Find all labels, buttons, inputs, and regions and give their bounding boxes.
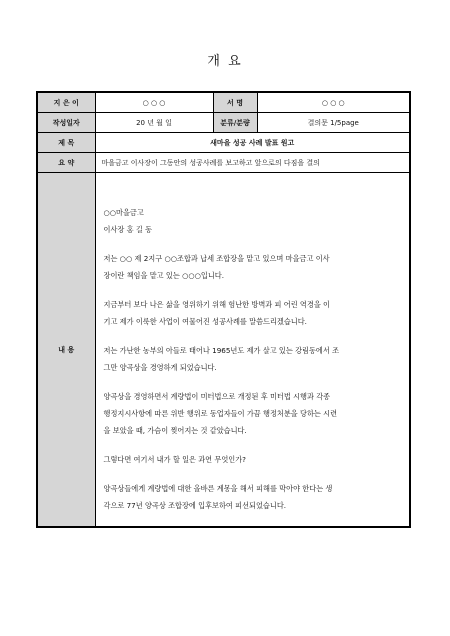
paragraph-line: 그렇다면 여기서 내가 할 일은 과연 무엇인가? [103,455,247,464]
summary-label: 요 약 [37,153,95,173]
paragraph [104,250,402,284]
paragraph-line: 장이란 책임을 맡고 있는 ○○○입니다. [103,271,224,280]
date-row [37,113,410,133]
paragraph [104,296,402,330]
content-body [95,173,410,528]
paragraph-line: 양곡상을 경영하면서 계량법이 미터법으로 개정된 후 미터법 시행과 각종 [103,392,331,401]
author-label: 지 은 이 [37,92,95,113]
paragraph-line: 기고 제가 이룩한 사업이 여물어진 성공사례를 말씀드리겠습니다. [103,317,307,326]
paragraph-line: 을 보았을 때, 가슴이 찢어지는 것 같았습니다. [103,426,247,435]
paragraph-line: 각으로 77년 양곡상 조합장에 입후보하여 피선되었습니다. [103,501,287,510]
date-label: 작성일자 [37,113,95,133]
category-value: 결의문 1/5page [257,113,410,133]
signature-label: 서 명 [213,92,257,113]
signature-value: ○ ○ ○ [257,92,410,113]
summary-value: 마을금고 이사장이 그동안의 성공사례를 보고하고 앞으로의 다짐을 결의 [95,153,410,173]
paragraph [104,342,402,376]
content-label: 내 용 [37,173,95,528]
subject-row [37,133,410,153]
date-value: 20 년 월 일 [95,113,213,133]
paragraph [104,480,402,514]
header-line: 이사장 홍 길 동 [103,225,153,234]
paragraph-line: 저는 가난한 농부의 아들로 태어나 1965년도 제가 살고 있는 강림동에서 조 [103,346,340,355]
paragraph-line: 양곡상들에게 계량법에 대한 올바른 계몽을 해서 피해를 막아야 한다는 생 [103,484,333,493]
author-value: ○ ○ ○ [95,92,213,113]
paragraph-line: 저는 ○○ 제 2지구 ○○조합과 납세 조합장을 맡고 있으며 마을금고 이사 [103,254,330,263]
paragraph-line: 그만 양곡상을 경영하게 되었습니다. [103,363,217,372]
paragraph-line: 지금부터 보다 나은 삶을 영위하기 위해 험난한 방벽과 피 어린 역경을 이 [103,300,330,309]
category-label: 분류/분량 [213,113,257,133]
paragraph-line: 행정지시사항에 따른 위반 행위로 동업자들이 가끔 행정처분을 당하는 시련 [103,409,338,418]
paragraph [104,388,402,439]
paragraph [104,451,402,468]
subject-value: 새마을 성공 사례 발표 원고 [95,133,410,153]
content-header [104,204,402,238]
header-line: ○○마을금고 [103,208,144,217]
document-heading: 개 요 [207,54,243,69]
overview-form-table [36,91,411,528]
subject-label: 제 목 [37,133,95,153]
summary-row [37,153,410,173]
content-row [37,173,410,528]
author-row [37,92,410,113]
